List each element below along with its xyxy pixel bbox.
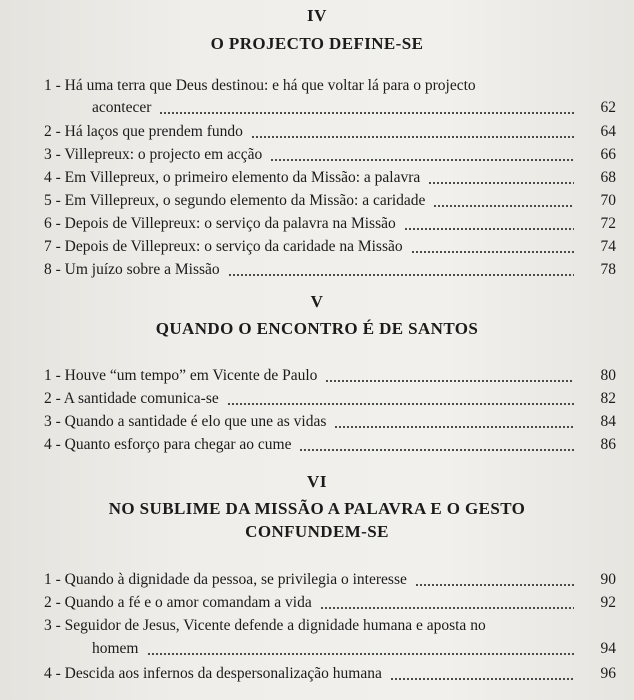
- toc-entry: [44, 364, 616, 386]
- section-title: QUANDO O ENCONTRO É DE SANTOS: [155, 319, 479, 338]
- leader-dots: [334, 426, 574, 428]
- toc-page-number: 82: [600, 390, 616, 407]
- toc-entry-text: homem: [92, 640, 139, 657]
- toc-entry-continued: [92, 96, 616, 118]
- toc-entry-text: 3 - Villepreux: o projecto em acção: [44, 146, 263, 163]
- toc-entry-text: 3 - Quando a santidade é elo que une as vidas: [44, 413, 327, 430]
- toc-page-number: 78: [600, 261, 616, 278]
- toc-entry: [44, 387, 616, 409]
- leader-dots: [411, 251, 574, 253]
- toc-entry: [44, 189, 616, 211]
- toc-page-number: 96: [600, 665, 616, 682]
- toc-page-number: 66: [600, 146, 616, 163]
- toc-entry-text: 1 - Há uma terra que Deus destinou: e há que voltar lá para o projecto: [44, 77, 476, 94]
- toc-entry: [44, 166, 616, 188]
- toc-page-number: 70: [600, 192, 616, 209]
- toc-entry-text: 1 - Quando à dignidade da pessoa, se privilegia o interesse: [44, 571, 407, 588]
- toc-page-number: 84: [600, 413, 616, 430]
- toc-entry-text: 3 - Seguidor de Jesus, Vicente defende a dignidade humana e aposta no: [44, 617, 486, 634]
- toc-entry: [44, 662, 616, 684]
- section-title-line-2: CONFUNDEM-SE: [245, 522, 389, 541]
- leader-dots: [320, 607, 574, 609]
- toc-entry-text: acontecer: [92, 99, 152, 116]
- leader-dots: [404, 228, 574, 230]
- toc-entry: [44, 433, 616, 455]
- toc-entry-continued: [92, 637, 616, 659]
- toc-entry-text: 4 - Em Villepreux, o primeiro elemento da Missão: a palavra: [44, 169, 421, 186]
- toc-entry-text: 4 - Descida aos infernos da despersonalização humana: [44, 665, 382, 682]
- toc-page-number: 68: [600, 169, 616, 186]
- toc-entry-text: 2 - Há laços que prendem fundo: [44, 123, 243, 140]
- toc-entry-text: 2 - A santidade comunica-se: [44, 390, 219, 407]
- toc-entry-text: 2 - Quando a fé e o amor comandam a vida: [44, 594, 312, 611]
- toc-page-number: 94: [600, 640, 616, 657]
- toc-page-number: 86: [600, 436, 616, 453]
- toc-page-number: 74: [600, 238, 616, 255]
- section-number: VI: [307, 472, 327, 491]
- leader-dots: [228, 274, 574, 276]
- toc-page-number: 72: [600, 215, 616, 232]
- toc-page-number: 90: [600, 571, 616, 588]
- leader-dots: [159, 112, 574, 114]
- leader-dots: [433, 205, 574, 207]
- leader-dots: [270, 159, 574, 161]
- leader-dots: [147, 653, 575, 655]
- leader-dots: [428, 182, 574, 184]
- toc-page-number: 92: [600, 594, 616, 611]
- toc-entry: [44, 591, 616, 613]
- leader-dots: [299, 449, 574, 451]
- toc-entry-text: 5 - Em Villepreux, o segundo elemento da Missão: a caridade: [44, 192, 426, 209]
- leader-dots: [415, 584, 574, 586]
- toc-page-number: 64: [600, 123, 616, 140]
- toc-entry-text: 6 - Depois de Villepreux: o serviço da palavra na Missão: [44, 215, 396, 232]
- toc-entry: [44, 120, 616, 142]
- toc-entry: [44, 143, 616, 165]
- toc-entry-text: 7 - Depois de Villepreux: o serviço da caridade na Missão: [44, 238, 403, 255]
- toc-entry-text: 8 - Um juízo sobre a Missão: [44, 261, 220, 278]
- toc-page-number: 62: [600, 99, 616, 116]
- toc-entry: [44, 235, 616, 257]
- leader-dots: [227, 403, 574, 405]
- section-title-line-1: NO SUBLIME DA MISSÃO A PALAVRA E O GESTO: [108, 499, 526, 518]
- leader-dots: [325, 380, 574, 382]
- section-number: V: [310, 292, 324, 311]
- leader-dots: [390, 678, 574, 680]
- leader-dots: [251, 136, 574, 138]
- toc-entry: [44, 74, 616, 96]
- section-number: IV: [307, 6, 327, 25]
- section-title: O PROJECTO DEFINE-SE: [210, 34, 424, 53]
- toc-entry: [44, 212, 616, 234]
- toc-page-number: 80: [600, 367, 616, 384]
- toc-entry: [44, 614, 616, 636]
- toc-entry: [44, 568, 616, 590]
- toc-entry: [44, 258, 616, 280]
- toc-entry-text: 4 - Quanto esforço para chegar ao cume: [44, 436, 292, 453]
- toc-entry-text: 1 - Houve “um tempo” em Vicente de Paulo: [44, 367, 318, 384]
- toc-entry: [44, 410, 616, 432]
